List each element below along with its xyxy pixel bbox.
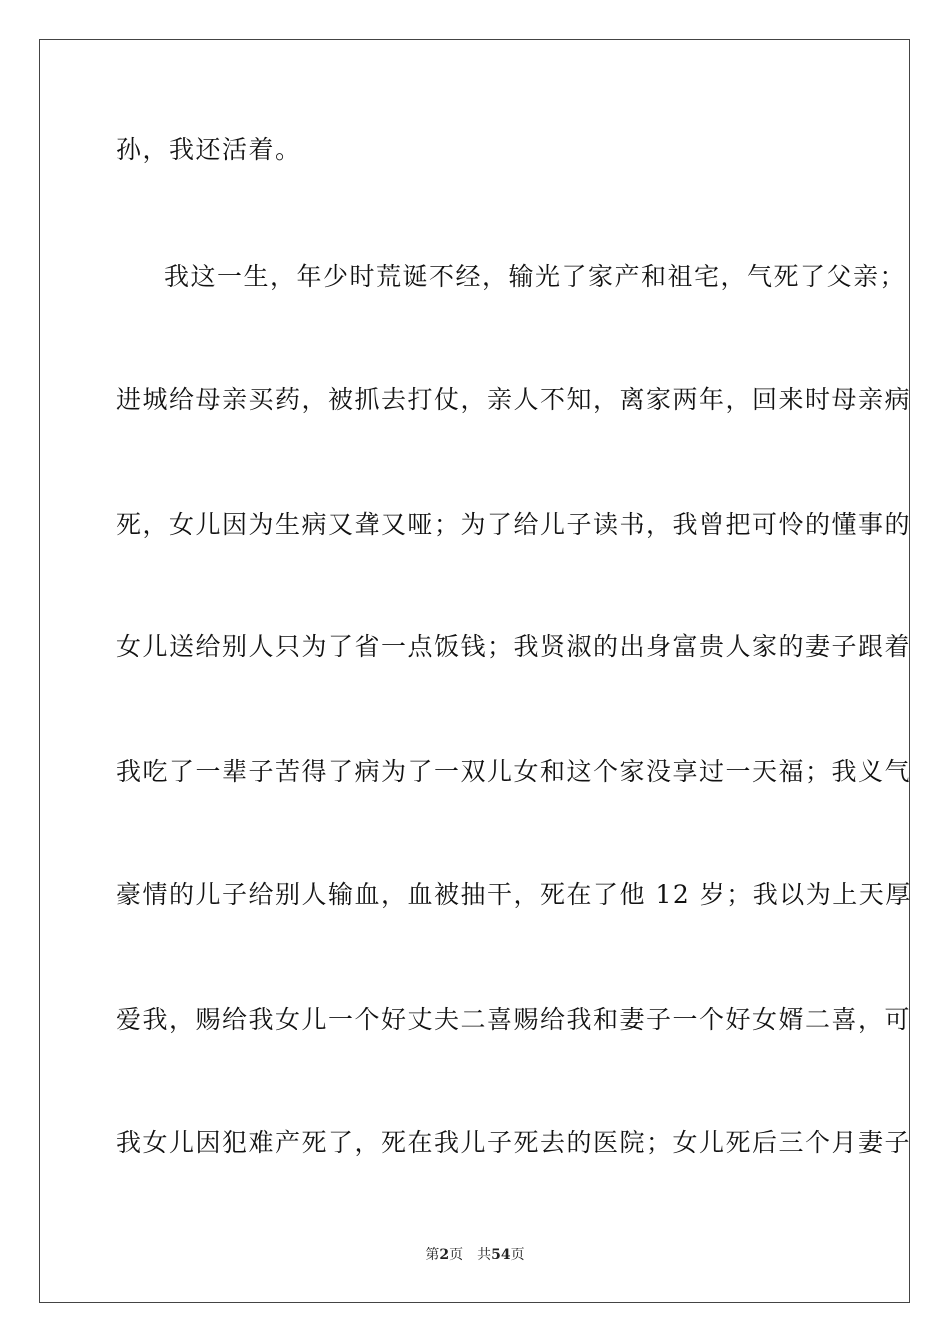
total-pages: 54: [491, 1247, 511, 1263]
total-suffix: 页: [510, 1247, 525, 1263]
total-prefix: 共: [477, 1247, 492, 1263]
page-suffix: 页: [449, 1247, 464, 1263]
text-line: 我这一生，年少时荒诞不经，输光了家产和祖宅，气死了父亲；: [164, 262, 907, 291]
text-line: 死，女儿因为生病又聋又哑；为了给儿子读书，我曾把可怜的懂事的: [116, 510, 912, 539]
text-line: 我女儿因犯难产死了，死在我儿子死去的医院；女儿死后三个月妻子: [116, 1128, 912, 1157]
page-prefix: 第: [425, 1247, 440, 1263]
text-line: 我吃了一辈子苦得了病为了一双儿女和这个家没享过一天福；我义气: [116, 757, 912, 786]
text-line: 豪情的儿子给别人输血，血被抽干，死在了他 12 岁；我以为上天厚: [116, 880, 912, 909]
page-number: 2: [439, 1247, 450, 1263]
text-line: 进城给母亲买药，被抓去打仗，亲人不知，离家两年，回来时母亲病: [116, 385, 912, 414]
page-footer: [0, 1246, 950, 1264]
text-line: 爱我，赐给我女儿一个好丈夫二喜赐给我和妻子一个好女婿二喜，可: [116, 1005, 912, 1034]
page-border: [39, 39, 910, 1303]
text-line: 孙，我还活着。: [116, 135, 302, 164]
text-line: 女儿送给别人只为了省一点饭钱；我贤淑的出身富贵人家的妻子跟着: [116, 632, 912, 661]
